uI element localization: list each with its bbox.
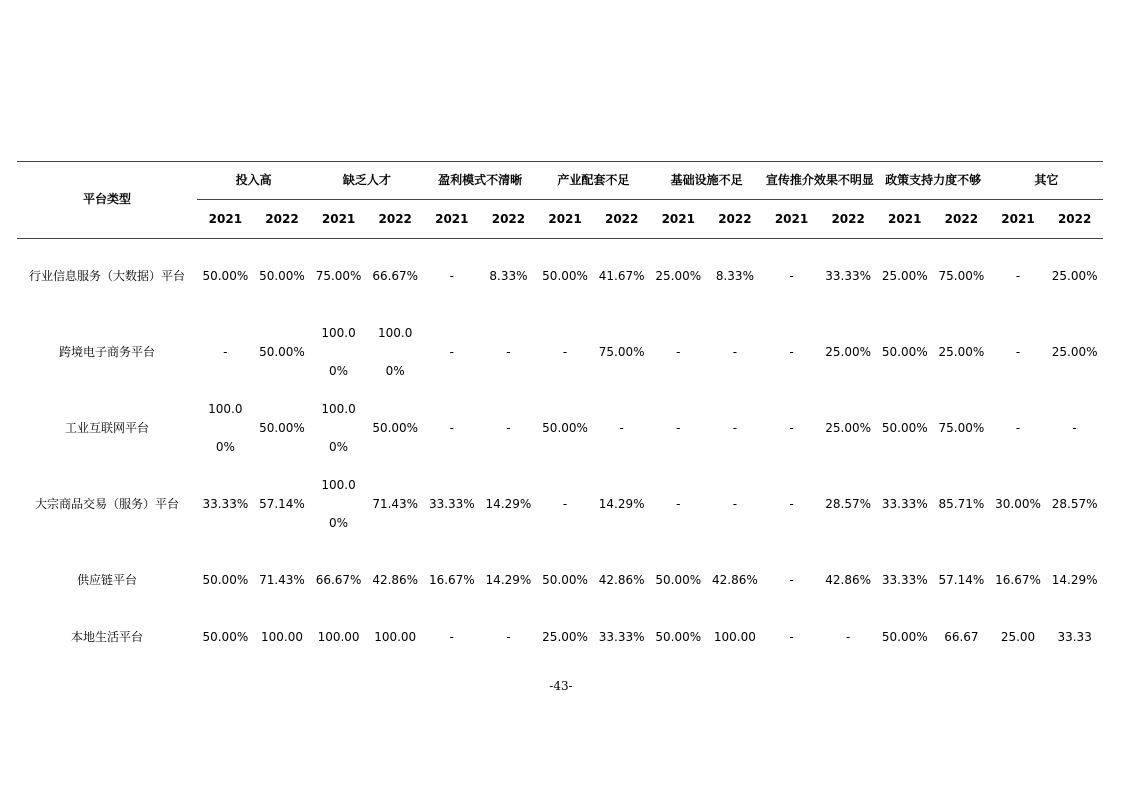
table-body	[17, 238, 1103, 656]
value-text: 14.29%	[485, 572, 532, 587]
value-cell	[254, 542, 311, 618]
value-text: 33.33	[1057, 629, 1092, 644]
value-text: -	[619, 420, 624, 435]
value-text: -	[676, 344, 681, 359]
year-header: 2022	[265, 211, 299, 226]
value-cell	[593, 618, 650, 656]
value-text: 85.71%	[938, 496, 985, 511]
value-cell	[990, 238, 1047, 314]
year-header: 2021	[888, 211, 922, 226]
value-cell	[763, 618, 820, 656]
value-text: 33.33%	[881, 572, 928, 587]
value-text: 50.00%	[372, 420, 419, 435]
year-header: 2022	[944, 211, 979, 226]
year-header: 2022	[491, 211, 526, 226]
value-text: 50.00%	[259, 344, 305, 359]
group-header-insufficient-industry-support: 产业配套不足	[537, 161, 650, 200]
value-cell	[197, 466, 254, 542]
value-text: 33.33%	[598, 629, 645, 644]
platform-type-cell: 跨境电子商务平台	[59, 344, 156, 359]
value-cell	[480, 238, 537, 314]
value-cell	[1046, 238, 1103, 314]
value-cell	[197, 238, 254, 314]
value-text: 50.00%	[655, 572, 702, 587]
value-text: 14.29%	[1051, 572, 1098, 587]
table-row	[17, 466, 1103, 542]
value-text: -	[676, 420, 681, 435]
value-text: 14.29%	[598, 496, 645, 511]
value-cell	[876, 542, 933, 618]
value-text: 25.00%	[938, 344, 985, 359]
value-cell	[1046, 466, 1103, 542]
platform-type-cell: 大宗商品交易（服务）平台	[35, 496, 180, 511]
value-cell	[820, 390, 877, 466]
value-cell	[933, 466, 990, 542]
value-text: -	[789, 420, 794, 435]
value-cell	[367, 618, 424, 656]
value-cell	[424, 390, 481, 466]
value-cell	[254, 466, 311, 542]
value-cell	[876, 466, 933, 542]
value-text: 50.00%	[259, 268, 305, 283]
value-cell	[310, 314, 367, 390]
value-text: -	[506, 629, 511, 644]
value-text: 25.00%	[1051, 344, 1098, 359]
year-header: 2022	[378, 211, 412, 226]
year-header: 2021	[321, 211, 356, 226]
value-cell	[310, 618, 367, 656]
value-cell	[424, 618, 481, 656]
platform-problem-table	[17, 161, 1103, 656]
value-cell	[707, 314, 764, 390]
group-header-weak-policy-support: 政策支持力度不够	[876, 161, 989, 200]
value-cell	[650, 238, 707, 314]
value-text: 100.00	[374, 629, 417, 644]
value-cell	[707, 238, 764, 314]
year-header: 2022	[831, 211, 865, 226]
value-text: -	[789, 629, 794, 644]
value-cell	[990, 618, 1047, 656]
value-cell	[933, 542, 990, 618]
page-number: -43-	[549, 679, 573, 693]
value-cell	[367, 390, 424, 466]
table-header	[17, 161, 1103, 238]
value-cell	[424, 238, 481, 314]
value-cell	[424, 542, 481, 618]
table-row	[17, 542, 1103, 618]
value-cell	[537, 542, 594, 618]
value-cell	[820, 314, 877, 390]
value-text: 50.00%	[202, 629, 249, 644]
value-text: 50.00%	[202, 268, 249, 283]
value-text: 50.00%	[881, 629, 928, 644]
group-header-lack-talent: 缺乏人才	[310, 161, 423, 200]
value-text: 100.00%	[321, 402, 356, 454]
value-text: 28.57%	[825, 496, 872, 511]
value-text: 66.67	[944, 629, 979, 644]
value-cell	[537, 466, 594, 542]
value-text: 8.33%	[715, 268, 754, 283]
value-text: -	[732, 344, 738, 359]
value-text: 42.86%	[372, 572, 419, 587]
table-header-rule	[17, 238, 1103, 239]
value-cell	[650, 466, 707, 542]
value-text: 50.00%	[259, 420, 305, 435]
value-cell	[707, 466, 764, 542]
value-text: -	[1015, 344, 1021, 359]
value-cell	[707, 542, 764, 618]
value-text: 16.67%	[995, 572, 1041, 587]
value-text: 50.00%	[881, 420, 928, 435]
value-text: 33.33%	[881, 496, 928, 511]
value-cell	[480, 390, 537, 466]
value-cell	[367, 542, 424, 618]
group-header-high-input: 投入高	[197, 161, 310, 200]
value-cell	[650, 542, 707, 618]
value-text: 33.33%	[202, 496, 249, 511]
value-text: -	[845, 629, 851, 644]
value-text: -	[223, 344, 228, 359]
value-cell	[254, 238, 311, 314]
platform-type-cell: 供应链平台	[77, 572, 138, 587]
value-text: 50.00%	[542, 420, 588, 435]
value-text: 25.00%	[825, 420, 872, 435]
value-text: -	[449, 420, 454, 435]
value-text: 66.67%	[372, 268, 419, 283]
value-cell	[254, 390, 311, 466]
value-text: 66.67%	[315, 572, 362, 587]
value-text: 14.29%	[485, 496, 532, 511]
value-cell	[593, 466, 650, 542]
value-text: -	[1015, 268, 1021, 283]
value-cell	[990, 314, 1047, 390]
table-row	[17, 238, 1103, 314]
value-text: 25.00%	[1051, 268, 1098, 283]
platform-type-cell: 工业互联网平台	[65, 420, 150, 435]
platform-type-cell: 行业信息服务（大数据）平台	[29, 268, 186, 283]
value-cell	[197, 390, 254, 466]
value-cell	[876, 618, 933, 656]
value-text: 75.00%	[315, 268, 362, 283]
year-header: 2021	[208, 211, 243, 226]
group-header-other: 其它	[990, 161, 1103, 200]
value-cell	[537, 314, 594, 390]
value-cell	[1046, 390, 1103, 466]
platform-type-cell: 本地生活平台	[71, 629, 144, 644]
value-cell	[820, 466, 877, 542]
value-text: 50.00%	[655, 629, 702, 644]
table-row	[17, 390, 1103, 466]
value-text: -	[449, 629, 454, 644]
value-text: 57.14%	[259, 496, 305, 511]
value-text: -	[562, 344, 568, 359]
value-cell	[1046, 618, 1103, 656]
value-cell	[820, 542, 877, 618]
value-text: 100.00	[260, 629, 303, 644]
value-text: -	[789, 572, 794, 587]
value-cell	[820, 238, 877, 314]
year-header: 2022	[604, 211, 639, 226]
value-cell	[820, 618, 877, 656]
year-header: 2021	[435, 211, 469, 226]
value-cell	[933, 390, 990, 466]
value-text: 71.43%	[372, 496, 419, 511]
value-cell	[310, 542, 367, 618]
value-text: 16.67%	[428, 572, 475, 587]
value-text: 57.14%	[938, 572, 985, 587]
value-text: -	[449, 268, 454, 283]
value-cell	[763, 238, 820, 314]
value-cell	[1046, 314, 1103, 390]
value-text: -	[789, 344, 794, 359]
value-cell	[310, 238, 367, 314]
value-cell	[310, 466, 367, 542]
value-text: -	[1015, 420, 1021, 435]
value-cell	[707, 618, 764, 656]
value-text: 50.00%	[542, 268, 588, 283]
table-row	[17, 618, 1103, 656]
year-header: 2021	[774, 211, 809, 226]
value-text: -	[732, 496, 738, 511]
value-text: 75.00%	[598, 344, 645, 359]
value-text: 100.00%	[378, 326, 413, 378]
value-cell	[593, 390, 650, 466]
value-text: -	[676, 496, 681, 511]
value-cell	[537, 238, 594, 314]
group-header-weak-promotion: 宣传推介效果不明显	[763, 161, 876, 200]
value-cell	[367, 238, 424, 314]
value-text: 50.00%	[202, 572, 249, 587]
value-text: 33.33%	[825, 268, 872, 283]
value-cell	[197, 618, 254, 656]
value-cell	[933, 618, 990, 656]
value-text: 42.86%	[825, 572, 872, 587]
value-text: -	[1072, 420, 1077, 435]
value-text: 30.00%	[995, 496, 1041, 511]
value-cell	[424, 314, 481, 390]
value-text: 100.00%	[208, 402, 243, 454]
value-cell	[537, 618, 594, 656]
value-cell	[593, 314, 650, 390]
group-header-insufficient-infrastructure: 基础设施不足	[650, 161, 763, 200]
value-cell	[876, 314, 933, 390]
value-text: -	[506, 344, 511, 359]
value-cell	[933, 314, 990, 390]
year-header: 2022	[718, 211, 752, 226]
value-cell	[480, 314, 537, 390]
value-text: -	[732, 420, 738, 435]
value-text: 25.00%	[655, 268, 702, 283]
value-text: -	[506, 420, 511, 435]
value-cell	[876, 238, 933, 314]
value-cell	[990, 542, 1047, 618]
table-row	[17, 314, 1103, 390]
value-text: -	[789, 268, 794, 283]
value-cell	[763, 466, 820, 542]
value-cell	[593, 542, 650, 618]
value-cell	[197, 542, 254, 618]
year-header: 2021	[548, 211, 582, 226]
value-text: 8.33%	[489, 268, 528, 283]
value-text: 41.67%	[598, 268, 645, 283]
year-header: 2021	[1001, 211, 1035, 226]
value-text: 50.00%	[881, 344, 928, 359]
value-text: 42.86%	[712, 572, 758, 587]
value-cell	[480, 466, 537, 542]
value-cell	[367, 314, 424, 390]
value-text: 75.00%	[938, 420, 985, 435]
value-text: 100.00	[317, 629, 360, 644]
value-cell	[933, 238, 990, 314]
value-text: -	[789, 496, 794, 511]
value-text: 25.00%	[542, 629, 588, 644]
value-text: 50.00%	[542, 572, 588, 587]
value-text: 100.00%	[321, 478, 356, 530]
value-text: 28.57%	[1051, 496, 1098, 511]
value-cell	[763, 390, 820, 466]
value-text: 25.00%	[825, 344, 872, 359]
value-text: 33.33%	[428, 496, 475, 511]
value-cell	[480, 618, 537, 656]
value-cell	[990, 466, 1047, 542]
value-cell	[650, 618, 707, 656]
value-cell	[876, 390, 933, 466]
value-cell	[707, 390, 764, 466]
value-cell	[990, 390, 1047, 466]
value-text: 25.00%	[881, 268, 928, 283]
value-text: 100.00%	[321, 326, 356, 378]
value-text: 71.43%	[259, 572, 305, 587]
value-cell	[424, 466, 481, 542]
value-cell	[763, 314, 820, 390]
value-cell	[1046, 542, 1103, 618]
value-cell	[310, 390, 367, 466]
value-cell	[593, 238, 650, 314]
platform-type-header: 平台类型	[83, 192, 132, 206]
year-header: 2022	[1057, 211, 1092, 226]
value-cell	[254, 618, 311, 656]
value-cell	[254, 314, 311, 390]
group-header-unclear-profit-model: 盈利模式不清晰	[424, 161, 537, 200]
header-row-groups	[17, 161, 1103, 200]
value-cell	[763, 542, 820, 618]
value-cell	[197, 314, 254, 390]
value-cell	[367, 466, 424, 542]
value-text: 100.00	[713, 629, 756, 644]
value-cell	[650, 314, 707, 390]
value-cell	[650, 390, 707, 466]
value-text: 25.00	[1000, 629, 1036, 644]
year-header: 2021	[661, 211, 695, 226]
value-text: -	[449, 344, 454, 359]
value-cell	[480, 542, 537, 618]
value-text: 75.00%	[938, 268, 985, 283]
value-cell	[537, 390, 594, 466]
value-text: -	[562, 496, 568, 511]
value-text: 42.86%	[598, 572, 645, 587]
